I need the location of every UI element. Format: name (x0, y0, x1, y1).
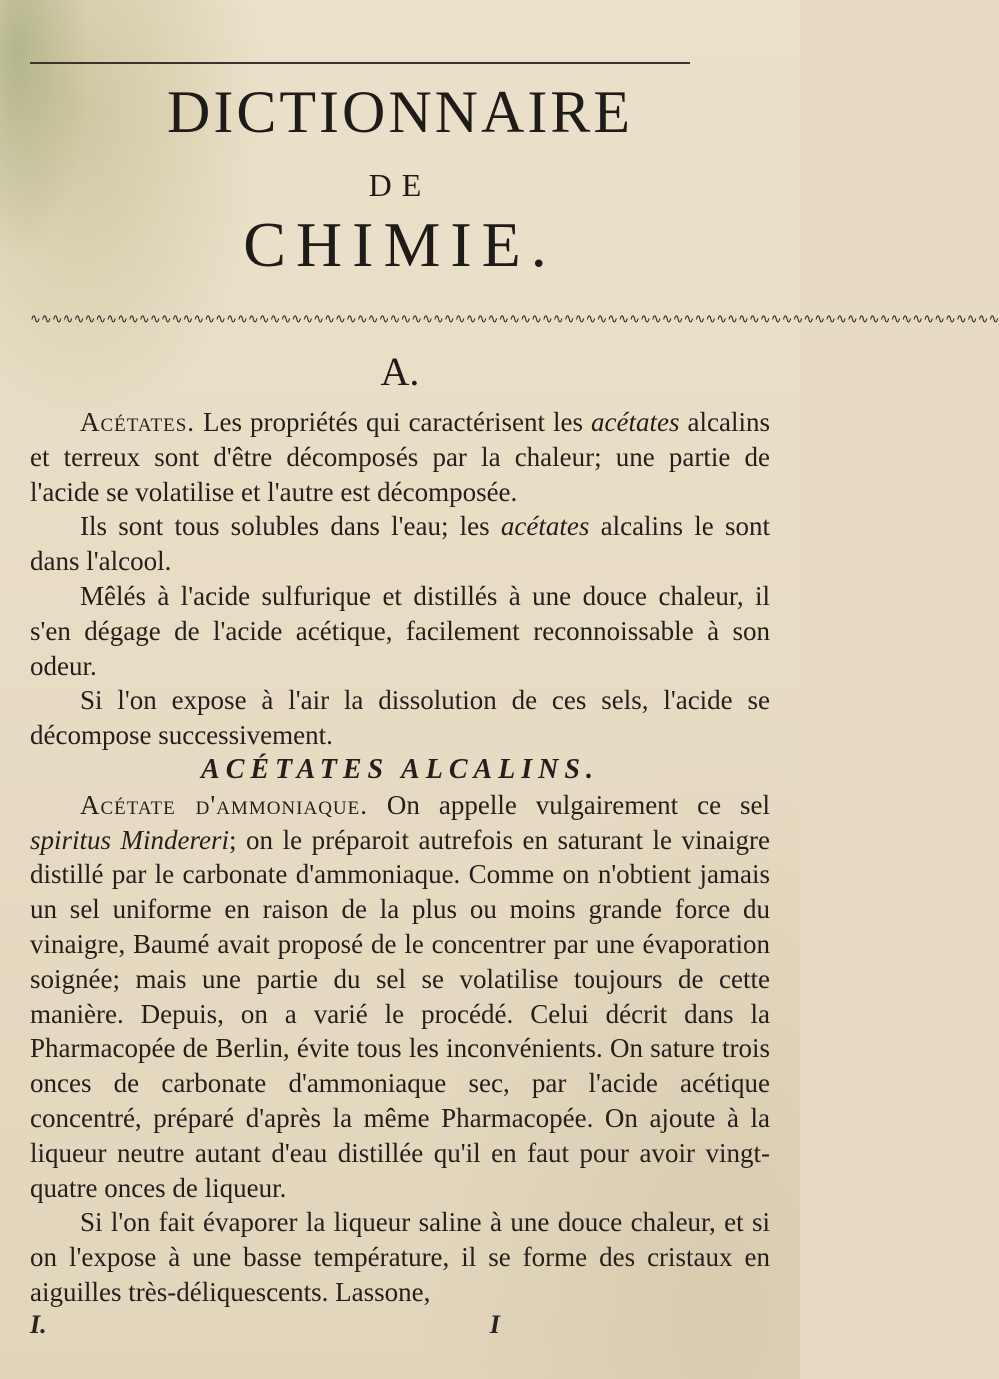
paragraph (30, 788, 770, 1206)
signature-mark: I (489, 1310, 500, 1339)
page-title: DICTIONNAIRE (167, 79, 633, 145)
page-subtitle: CHIMIE. (243, 209, 557, 280)
paragraph-text: Ils sont tous solubles dans l'eau; les (80, 511, 501, 542)
paragraph: Si l'on expose à l'air la dissolution de ces sels, l'acide se décompose successivement. (30, 685, 770, 751)
paragraph-text: alcalins le sont dans l'alcool. (30, 511, 770, 577)
volume-mark: I. (30, 1310, 47, 1339)
top-rule (30, 62, 690, 64)
emphasis: acétates (591, 407, 680, 437)
body-text (30, 405, 770, 1310)
emphasis: spiritus Mindereri (30, 824, 230, 855)
paragraph-text: ; on le préparoit autrefois en saturant le vinaigre distillé par le carbonate d'ammoniaque. Comme on n'obtient jamais un sel uniforme en raison de la plus ou moins grande force du vinaigre, Baumé avait proposé de le concentrer par une évaporation soignée; mais une partie du sel se volatilise toujours de cette manière. Depuis, on a varié le procédé. Celui décrit dans la Pharmacopée de Berlin, évite tous les inconvénients. On sature trois onces de carbonate d'ammoniaque sec, par l'acide acétique concentré, préparé d'après la même Pharmacopée. On ajoute à la liqueur neutre autant d'eau distillée qu'il en faut pour avoir vingt-quatre onces de liqueur. (30, 824, 770, 1203)
emphasis: acétates (500, 511, 590, 542)
paragraph: Mêlés à l'acide sulfurique et distillés à une douce chaleur, il s'en dégage de l'acide acétique, facilement reconnoissable à son odeur. (30, 580, 770, 681)
paragraph: Si l'on fait évaporer la liqueur saline à une douce chaleur, et si on l'expose à une basse température, il se forme des cristaux en aiguilles très-déliquescents. Lassone, (30, 1207, 770, 1307)
paragraph-text: On appelle vulgairement ce sel (368, 789, 770, 820)
section-letter: A. (380, 349, 420, 394)
page-footer (30, 1310, 500, 1340)
entry-term: Acétate d'ammoniaque. (80, 789, 368, 820)
paragraph-text: alcalins et terreux sont d'être décomposés par la chaleur; une partie de l'acide se volatilise et l'autre est décomposée. (30, 407, 770, 507)
paragraph (30, 405, 770, 509)
paragraph (30, 509, 770, 579)
ornament-divider: ∿∿∿∿∿∿∿∿∿∿∿∿∿∿∿∿∿∿∿∿∿∿∿∿∿∿∿∿∿∿∿∿∿∿∿∿∿∿∿∿∿∿∿∿∿∿∿∿∿∿∿∿∿∿∿∿∿∿∿∿∿∿∿∿∿∿∿∿∿∿∿∿∿∿∿∿∿∿∿∿∿∿∿∿∿∿∿∿∿ (30, 312, 999, 327)
entry-heading: ACÉTATES ALCALINS. (201, 753, 599, 785)
title-preposition: DE (368, 167, 432, 203)
paragraph-text: Les propriétés qui caractérisent les (195, 407, 592, 437)
entry-term: Acétates. (80, 407, 196, 437)
